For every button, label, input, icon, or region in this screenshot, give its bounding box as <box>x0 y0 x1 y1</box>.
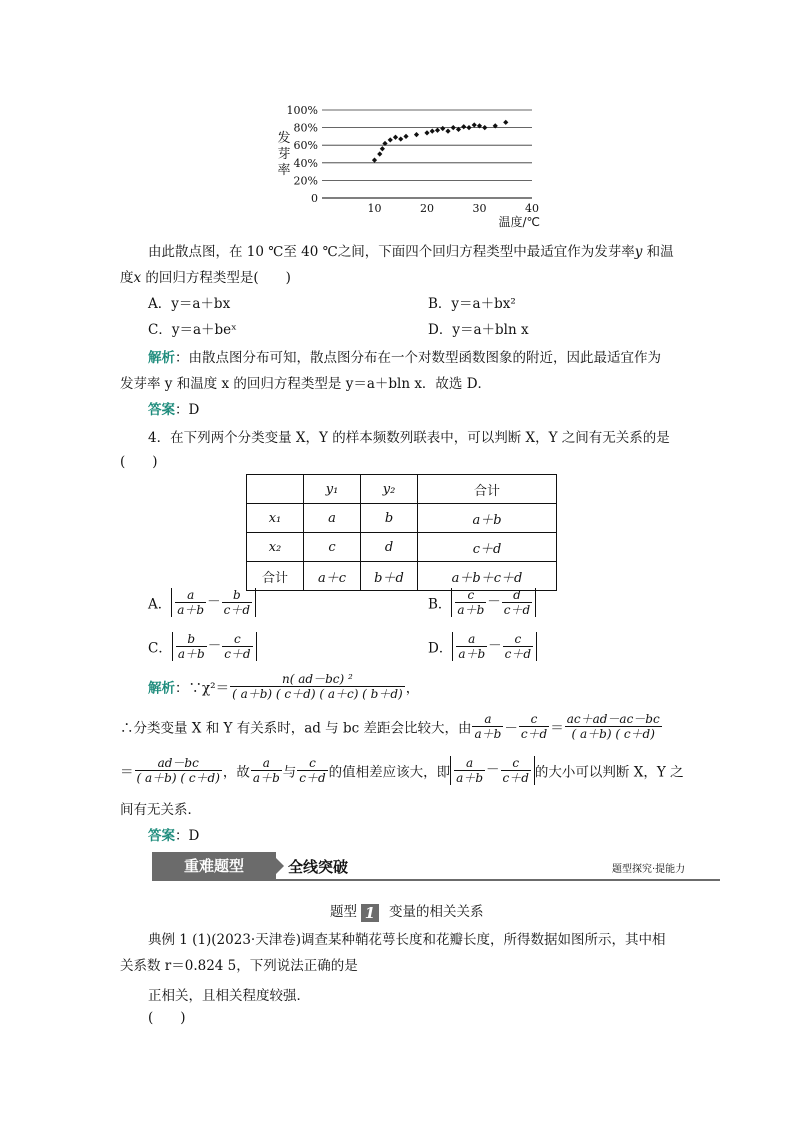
y-tick-label: 40% <box>293 156 318 170</box>
q4-answer: 答案：D <box>148 828 200 844</box>
data-point <box>424 130 429 135</box>
q4-stem-line1: 4．在下列两个分类变量 X，Y 的样本频数列联表中，可以判断 X，Y 之间有无关系的是 <box>148 430 670 446</box>
data-point <box>451 125 456 130</box>
y-tick-label: 20% <box>293 174 318 188</box>
example-line4: ( ) <box>148 1010 186 1026</box>
data-point <box>380 146 385 151</box>
section-tag: 题型探究·提能力 <box>612 864 686 875</box>
x-tick-label: 40 <box>525 202 539 215</box>
table-cell: x₁ <box>247 504 304 533</box>
y-tick-label: 80% <box>293 121 318 135</box>
q3-option-b: B．y＝a＋bx² <box>428 296 516 312</box>
data-point <box>388 137 393 142</box>
table-cell: b <box>361 504 418 533</box>
data-point <box>435 128 440 133</box>
q4-option-d: D． $\frac{a}{a+b}$ － $\frac{c}{c+d}$ <box>428 632 537 661</box>
data-point <box>414 132 419 137</box>
table-cell: 合计 <box>418 475 557 504</box>
banner-divider <box>152 879 720 881</box>
q3-answer: 答案：D <box>148 402 200 418</box>
q4-option-c: C． $\frac{b}{a+b}$ － $\frac{c}{c+d}$ <box>148 632 257 661</box>
data-point <box>466 125 471 130</box>
table-cell: b＋d <box>361 562 418 591</box>
contingency-table <box>246 474 557 591</box>
table-cell: c <box>304 533 361 562</box>
scatter-chart <box>270 100 560 230</box>
example-line3: 正相关，且相关程度较强． <box>148 988 310 1004</box>
data-point <box>377 151 382 156</box>
banner-chevron-icon <box>270 852 284 880</box>
example-line1: 典例 1 (1)(2023·天津卷)调查某种鞘花萼长度和花瓣长度，所得数据如图所示，其中相 <box>148 932 666 948</box>
y-axis-label: 芽 <box>277 147 291 162</box>
table-cell: 合计 <box>247 562 304 591</box>
table-cell: a <box>304 504 361 533</box>
data-point <box>398 136 403 141</box>
x-tick-label: 10 <box>367 202 382 215</box>
section-banner-right: 全线突破 <box>288 858 349 876</box>
data-point <box>372 158 377 163</box>
topic-heading: 题型 1 变量的相关关系 <box>330 903 484 922</box>
table-cell: c＋d <box>418 533 557 562</box>
data-point <box>393 135 398 140</box>
table-cell: a＋b <box>418 504 557 533</box>
q3-option-c: C．y＝a＋beˣ <box>148 322 237 338</box>
y-tick-label: 60% <box>293 139 318 153</box>
data-point <box>430 129 435 134</box>
data-point <box>472 122 477 127</box>
q4-analysis-line2: ∴分类变量 X 和 Y 有关系时，ad 与 bc 差距会比较大，由 $\frac{a}{a+b}$ － $\frac{c}{c+d}$ ＝ $\frac{ac+ad-ac-bc}{( a+b) ( c+d)}$ <box>120 712 660 741</box>
table-cell <box>247 475 304 504</box>
q4-analysis-line3: ＝ $\frac{ad-bc}{( a+b) ( c+d)}$ ，故 $\frac{a}{a+b}$ 与 $\frac{c}{c+d}$ 的值相差应该大，即 $\frac{a}{a+b}$ － $\frac{c}{c+d}$ 的大小可以判断 X，Y 之 <box>120 756 684 785</box>
table-cell: a＋b＋c＋d <box>418 562 557 591</box>
topic-number-badge: 1 <box>361 904 379 922</box>
data-point <box>440 126 445 131</box>
x-tick-label: 20 <box>420 202 434 215</box>
q3-stem-line2: 度x 的回归方程类型是( ) <box>120 270 291 286</box>
q4-option-a: A． $\frac{a}{a+b}$ － $\frac{b}{c+d}$ <box>148 588 256 617</box>
example-line2: 关系数 r＝0.824 5，下列说法正确的是 <box>120 958 358 974</box>
y-axis-label: 发 <box>277 131 291 146</box>
q3-stem-line1: 由此散点图，在 10 ℃至 40 ℃之间，下面四个回归方程类型中最适宜作为发芽率y 和温 <box>148 244 674 260</box>
data-point <box>482 125 487 130</box>
data-point <box>445 129 450 134</box>
y-tick-label: 0 <box>311 192 318 205</box>
q4-stem-line2: ( ) <box>120 454 158 470</box>
table-cell: x₂ <box>247 533 304 562</box>
q4-analysis-line1: 解析：∵χ²＝ $\frac{\text{n( ad－bc) ²}}{( a+b) ( c+d) ( a+c) ( b+d)}$ ， <box>148 672 420 701</box>
table-cell: y₁ <box>304 475 361 504</box>
y-tick-label: 100% <box>286 104 318 117</box>
q3-analysis-line2: 发芽率 y 和温度 x 的回归方程类型是 y＝a＋bln x．故选 D． <box>120 376 492 392</box>
data-point <box>503 120 508 125</box>
q3-analysis-line1: 解析：由散点图分布可知，散点图分布在一个对数型函数图象的附近，因此最适宜作为 <box>148 350 661 366</box>
q3-option-a: A．y＝a＋bx <box>148 296 231 312</box>
x-axis-label: 温度/℃ <box>498 215 540 229</box>
y-axis-label: 率 <box>277 163 291 178</box>
q4-analysis-line4: 间有无关系． <box>120 802 201 818</box>
table-cell: y₂ <box>361 475 418 504</box>
table-cell: a＋c <box>304 562 361 591</box>
q3-option-d: D．y＝a＋bln x <box>428 322 529 338</box>
data-point <box>403 134 408 139</box>
q4-option-b: B． $\frac{c}{a+b}$ － $\frac{d}{c+d}$ <box>428 588 536 617</box>
table-cell: d <box>361 533 418 562</box>
data-point <box>461 124 466 129</box>
x-tick-label: 30 <box>472 202 487 215</box>
section-banner-left: 重难题型 <box>152 852 276 880</box>
